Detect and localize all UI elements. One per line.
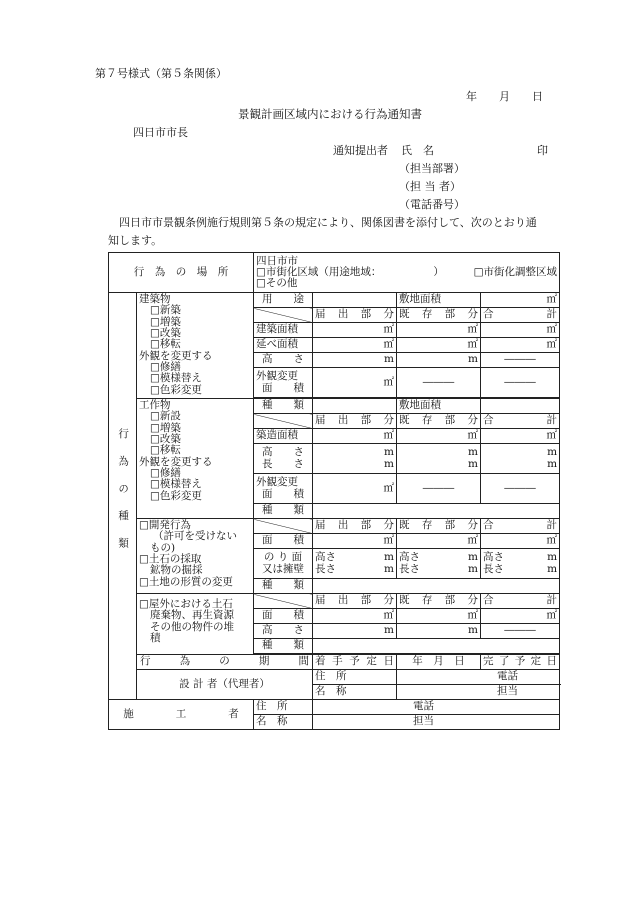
slope-label-2: 又は擁壁 bbox=[262, 562, 304, 575]
mining-label: 鉱物の掘採 bbox=[150, 564, 203, 577]
unit: m bbox=[468, 353, 478, 366]
col-total-2: 計 bbox=[546, 308, 558, 321]
development-area-total[interactable] bbox=[481, 534, 560, 549]
contractor-address-label: 住 所 bbox=[254, 700, 313, 715]
contractor-phone-label: 電話 bbox=[413, 700, 434, 713]
unit: m bbox=[384, 353, 394, 366]
floor-area-label: 延べ面積 bbox=[254, 338, 313, 353]
structure-heading: 工作物 bbox=[139, 399, 171, 411]
development-area-label: 面 積 bbox=[254, 534, 313, 549]
designer-phone-label: 電話 bbox=[497, 670, 518, 683]
unit: ㎡ bbox=[467, 534, 478, 547]
diagonal-cell bbox=[254, 519, 313, 534]
building-use-label: 用 途 bbox=[254, 293, 313, 308]
unit: ㎡ bbox=[467, 338, 478, 351]
unit: ㎡ bbox=[467, 323, 478, 336]
structure-facade-total bbox=[481, 474, 560, 504]
unit: ㎡ bbox=[467, 609, 478, 622]
col-total bbox=[481, 594, 560, 609]
col-existing-part: 既 存 部 分 bbox=[397, 414, 481, 429]
facade-area-label-2: 面 積 bbox=[262, 381, 304, 394]
unit: ㎡ bbox=[383, 429, 394, 442]
storage-option[interactable]: □屋外における土石 bbox=[139, 598, 233, 610]
building-heading: 建築物 bbox=[139, 293, 171, 305]
storage-height-total bbox=[481, 624, 560, 639]
designer-name-value[interactable] bbox=[397, 685, 560, 700]
building-relocate-option[interactable]: □移転 bbox=[150, 338, 181, 351]
storage-area-notified[interactable] bbox=[313, 609, 397, 624]
col-total-2: 計 bbox=[546, 519, 558, 532]
building-use-value[interactable] bbox=[313, 293, 397, 308]
structure-height-length-label bbox=[254, 444, 313, 474]
building-rebuild-option[interactable]: □改築 bbox=[150, 326, 181, 339]
building-area-existing[interactable] bbox=[397, 323, 481, 338]
facade-area-total bbox=[481, 368, 560, 398]
unit: m bbox=[547, 551, 558, 564]
construction-area-label: 築造面積 bbox=[254, 429, 313, 444]
construction-area-total[interactable] bbox=[481, 429, 560, 444]
unit: ㎡ bbox=[383, 609, 394, 622]
unit: ㎡ bbox=[383, 481, 394, 494]
addressee: 四日市市長 bbox=[133, 126, 188, 139]
col-total-1: 合 bbox=[483, 308, 494, 321]
col-total bbox=[481, 308, 560, 323]
unit: m bbox=[384, 551, 394, 564]
unit: m bbox=[468, 551, 478, 564]
start-date-value[interactable]: 年 月 日 bbox=[397, 655, 481, 670]
unit: m bbox=[384, 446, 394, 459]
structure-hl-total[interactable] bbox=[481, 444, 560, 474]
body-text-line1: 四日市市景観条例施行規則第５条の規定により、関係図書を添付して、次のとおり通 bbox=[119, 216, 537, 229]
structure-hl-notified[interactable] bbox=[313, 444, 397, 474]
unit: ㎡ bbox=[383, 534, 394, 547]
structure-rebuild-option[interactable]: □改築 bbox=[150, 432, 181, 445]
unit: m bbox=[384, 562, 394, 575]
structure-remodel-option[interactable]: □模様替え bbox=[150, 478, 202, 491]
building-change-label: 外観を変更する bbox=[139, 349, 213, 362]
date-line: 年 月 日 bbox=[466, 90, 543, 103]
building-remodel-option[interactable]: □模様替え bbox=[150, 372, 202, 385]
building-height-existing[interactable] bbox=[397, 353, 481, 368]
length-short: 長さ bbox=[483, 562, 504, 575]
location-cell bbox=[254, 253, 560, 293]
location-paren: ） bbox=[433, 265, 444, 278]
building-area-label: 建築面積 bbox=[254, 323, 313, 338]
storage-text-3: その他の物件の堆 bbox=[150, 620, 234, 633]
location-label: 行 為 の 場 所 bbox=[109, 253, 254, 293]
structure-type2-value[interactable] bbox=[313, 504, 560, 519]
contractor-address-value[interactable] bbox=[313, 700, 560, 715]
designer-address-label: 住 所 bbox=[313, 670, 397, 685]
structure-facade-label-2: 面 積 bbox=[262, 487, 304, 500]
slope-notified[interactable] bbox=[313, 549, 397, 579]
location-urbanization-option[interactable]: □市街化区域（用途地域： bbox=[256, 265, 382, 278]
construction-area-notified[interactable] bbox=[313, 429, 397, 444]
act-type-label bbox=[109, 293, 137, 700]
contractor-label: 施 工 者 bbox=[109, 700, 254, 730]
col-existing-part: 既 存 部 分 bbox=[397, 308, 481, 323]
length-short: 長さ bbox=[399, 562, 420, 575]
unit: m bbox=[547, 562, 558, 575]
col-notified-part: 届 出 部 分 bbox=[313, 308, 397, 323]
col-total-2: 計 bbox=[546, 594, 558, 607]
storage-text-2: 廃棄物、再生資源 bbox=[150, 609, 234, 622]
designer-name-label: 名 称 bbox=[313, 685, 397, 700]
structure-new-option[interactable]: □新設 bbox=[150, 410, 181, 423]
person-label: （担 当 者） bbox=[399, 180, 461, 193]
dash-mark: ――― bbox=[504, 353, 536, 366]
notification-form-table bbox=[108, 252, 560, 730]
height-short: 高さ bbox=[483, 551, 504, 564]
designer-address-value[interactable] bbox=[397, 670, 560, 685]
col-existing-part: 既 存 部 分 bbox=[397, 594, 481, 609]
building-height-total bbox=[481, 353, 560, 368]
col-total-1: 合 bbox=[483, 414, 494, 427]
development-note: （許可を受けない bbox=[153, 530, 237, 543]
development-area-notified[interactable] bbox=[313, 534, 397, 549]
contractor-contact-label: 担当 bbox=[413, 715, 434, 728]
unit: m bbox=[468, 446, 478, 459]
phone-label: （電話番号） bbox=[399, 198, 465, 211]
diagonal-cell bbox=[254, 594, 313, 609]
unit: ㎡ bbox=[546, 609, 558, 622]
notifier-label: 通知提出者 bbox=[333, 144, 388, 157]
quarry-option[interactable]: □土石の採取 bbox=[139, 552, 202, 565]
building-extend-option[interactable]: □増築 bbox=[150, 315, 181, 328]
unit: ㎡ bbox=[383, 338, 394, 351]
development-group bbox=[137, 519, 254, 594]
development-type-label: 種 類 bbox=[254, 579, 313, 594]
building-repair-option[interactable]: □修繕 bbox=[150, 360, 181, 373]
act-type-vertical: 行為の種類 bbox=[117, 427, 130, 565]
slope-label bbox=[254, 549, 313, 579]
storage-area-existing[interactable] bbox=[397, 609, 481, 624]
col-notified-part: 届 出 部 分 bbox=[313, 594, 397, 609]
storage-area-label: 面 積 bbox=[254, 609, 313, 624]
structure-change-label: 外観を変更する bbox=[139, 455, 213, 468]
facade-area-existing bbox=[397, 368, 481, 398]
facade-area-label bbox=[254, 368, 313, 398]
building-height-label: 高 さ bbox=[254, 353, 313, 368]
storage-type-value[interactable] bbox=[313, 639, 560, 654]
document-title: 景観計画区域内における行為通知書 bbox=[238, 107, 422, 121]
col-existing-part: 既 存 部 分 bbox=[397, 519, 481, 534]
structure-height-label: 高 さ bbox=[262, 446, 304, 459]
col-total bbox=[481, 519, 560, 534]
seal-mark: 印 bbox=[537, 144, 548, 157]
facade-area-notified[interactable] bbox=[313, 368, 397, 398]
structure-hl-existing[interactable] bbox=[397, 444, 481, 474]
storage-height-label: 高 さ bbox=[254, 624, 313, 639]
unit: ㎡ bbox=[383, 323, 394, 336]
unit: m bbox=[384, 624, 394, 637]
construction-area-existing[interactable] bbox=[397, 429, 481, 444]
height-short: 高さ bbox=[315, 551, 336, 564]
floor-area-total[interactable] bbox=[481, 338, 560, 353]
structure-type2-label: 種 類 bbox=[254, 504, 313, 519]
floor-area-existing[interactable] bbox=[397, 338, 481, 353]
structure-facade-label bbox=[254, 474, 313, 504]
unit: ㎡ bbox=[546, 323, 558, 336]
end-date-label: 完 了 予 定 日 bbox=[481, 655, 560, 670]
dash-mark: ――― bbox=[504, 624, 536, 637]
location-other-option[interactable]: □その他 bbox=[256, 277, 298, 290]
col-notified-part: 届 出 部 分 bbox=[313, 414, 397, 429]
development-note-end: もの) bbox=[150, 541, 176, 554]
contractor-name-value[interactable] bbox=[313, 715, 560, 730]
floor-area-notified[interactable] bbox=[313, 338, 397, 353]
land-change-option[interactable]: □土地の形質の変更 bbox=[139, 575, 233, 588]
unit: m bbox=[547, 457, 558, 470]
unit: m bbox=[468, 624, 478, 637]
unit: ㎡ bbox=[546, 429, 558, 442]
unit: m bbox=[384, 457, 394, 470]
unit: ㎡ bbox=[546, 293, 558, 306]
unit: m bbox=[468, 457, 478, 470]
structure-site-area-label: 敷地面積 bbox=[397, 399, 481, 414]
dash-mark: ――― bbox=[504, 375, 536, 388]
col-total-2: 計 bbox=[546, 414, 558, 427]
unit: ㎡ bbox=[467, 429, 478, 442]
form-number: 第７号様式（第５条関係） bbox=[95, 67, 227, 80]
diagonal-cell bbox=[254, 414, 313, 429]
start-date-label: 着手予定日 bbox=[313, 655, 397, 670]
dept-label: （担当部署） bbox=[399, 162, 465, 175]
designer-contact-label: 担当 bbox=[497, 685, 518, 698]
dash-mark: ――― bbox=[504, 481, 536, 494]
col-total bbox=[481, 414, 560, 429]
length-short: 長さ bbox=[315, 562, 336, 575]
unit: m bbox=[468, 562, 478, 575]
contractor-name-label: 名 称 bbox=[254, 715, 313, 730]
building-area-total[interactable] bbox=[481, 323, 560, 338]
building-area-notified[interactable] bbox=[313, 323, 397, 338]
building-site-area-label: 敷地面積 bbox=[397, 293, 481, 308]
structure-extend-option[interactable]: □増築 bbox=[150, 421, 181, 434]
unit: ㎡ bbox=[383, 375, 394, 388]
structure-group bbox=[137, 399, 254, 519]
col-total-1: 合 bbox=[483, 594, 494, 607]
location-city: 四日市市 bbox=[256, 254, 298, 267]
period-label: 行 為 の 期 間 bbox=[137, 655, 313, 670]
col-notified-part: 届 出 部 分 bbox=[313, 519, 397, 534]
structure-type-label: 種 類 bbox=[254, 399, 313, 414]
slope-existing[interactable] bbox=[397, 549, 481, 579]
storage-height-notified[interactable] bbox=[313, 624, 397, 639]
dash-mark: ――― bbox=[422, 375, 455, 388]
building-group bbox=[137, 293, 254, 399]
storage-group bbox=[137, 594, 254, 655]
structure-type-value[interactable] bbox=[313, 399, 397, 414]
structure-relocate-option[interactable]: □移転 bbox=[150, 444, 181, 457]
storage-height-existing[interactable] bbox=[397, 624, 481, 639]
unit: ㎡ bbox=[546, 338, 558, 351]
structure-facade-notified[interactable] bbox=[313, 474, 397, 504]
building-new-option[interactable]: □新築 bbox=[150, 304, 181, 317]
location-controlled-option[interactable]: □市街化調整区域 bbox=[473, 265, 558, 278]
height-short: 高さ bbox=[399, 551, 420, 564]
structure-length-label: 長 さ bbox=[262, 457, 304, 470]
diagonal-cell bbox=[254, 308, 313, 323]
structure-color-option[interactable]: □色彩変更 bbox=[150, 489, 202, 502]
facade-area-label-1: 外観変更 bbox=[256, 370, 298, 383]
unit: m bbox=[547, 446, 558, 459]
development-type-value[interactable] bbox=[313, 579, 560, 594]
designer-label: 設 計 者（代理者） bbox=[137, 670, 313, 700]
development-area-existing[interactable] bbox=[397, 534, 481, 549]
building-site-area-value[interactable] bbox=[481, 293, 560, 308]
storage-type-label: 種 類 bbox=[254, 639, 313, 654]
unit: ㎡ bbox=[546, 534, 558, 547]
development-option[interactable]: □開発行為 bbox=[139, 519, 191, 531]
storage-text-4: 積 bbox=[150, 631, 161, 644]
structure-facade-existing bbox=[397, 474, 481, 504]
col-total-1: 合 bbox=[483, 519, 494, 532]
structure-site-area-value[interactable] bbox=[481, 399, 560, 414]
building-color-option[interactable]: □色彩変更 bbox=[150, 383, 202, 396]
body-text-line2: 知します。 bbox=[108, 234, 163, 247]
storage-area-total[interactable] bbox=[481, 609, 560, 624]
name-label: 氏 名 bbox=[401, 144, 434, 157]
slope-total[interactable] bbox=[481, 549, 560, 579]
building-height-notified[interactable] bbox=[313, 353, 397, 368]
structure-facade-label-1: 外観変更 bbox=[256, 476, 298, 489]
slope-label-1: の り 面 bbox=[263, 551, 303, 564]
dash-mark: ――― bbox=[422, 481, 455, 494]
structure-repair-option[interactable]: □修繕 bbox=[150, 466, 181, 479]
